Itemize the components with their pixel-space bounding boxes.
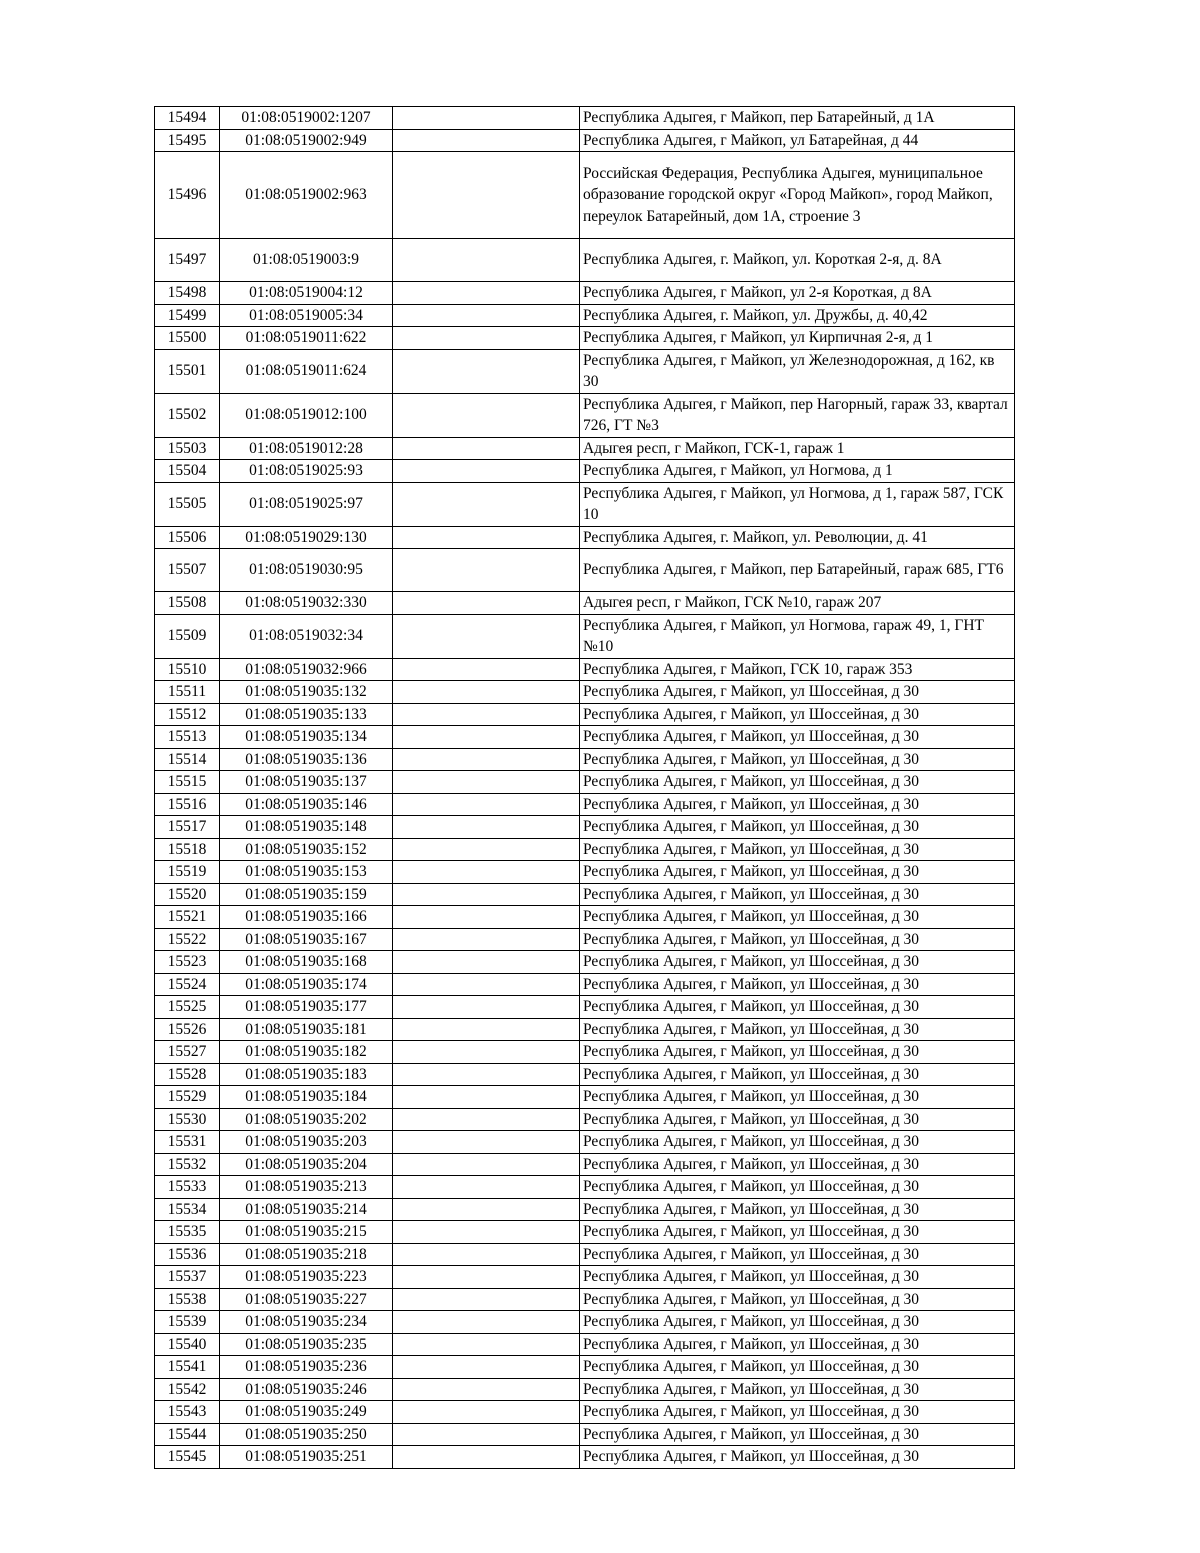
cadastral-number-cell: 01:08:0519035:235 xyxy=(220,1333,393,1356)
table-row xyxy=(155,928,1015,951)
empty-cell xyxy=(393,1401,580,1424)
cadastral-number-cell: 01:08:0519011:622 xyxy=(220,327,393,350)
empty-cell xyxy=(393,1041,580,1064)
table-row xyxy=(155,771,1015,794)
address-cell: Республика Адыгея, г Майкоп, ул Ногмова, д 1, гараж 587, ГСК 10 xyxy=(580,482,1015,526)
cadastral-number-cell: 01:08:0519035:153 xyxy=(220,861,393,884)
address-cell: Республика Адыгея, г Майкоп, ул Шоссейная, д 30 xyxy=(580,771,1015,794)
row-number-cell: 15521 xyxy=(155,906,220,929)
address-cell: Республика Адыгея, г Майкоп, ул Шоссейная, д 30 xyxy=(580,1198,1015,1221)
row-number-cell: 15528 xyxy=(155,1063,220,1086)
row-number-cell: 15503 xyxy=(155,437,220,460)
address-cell: Республика Адыгея, г Майкоп, ул Шоссейная, д 30 xyxy=(580,816,1015,839)
empty-cell xyxy=(393,239,580,282)
cadastral-number-cell: 01:08:0519035:168 xyxy=(220,951,393,974)
cadastral-number-cell: 01:08:0519035:159 xyxy=(220,883,393,906)
empty-cell xyxy=(393,816,580,839)
table-body xyxy=(155,107,1015,1469)
table-row xyxy=(155,107,1015,130)
cadastral-number-cell: 01:08:0519002:963 xyxy=(220,152,393,239)
row-number-cell: 15502 xyxy=(155,393,220,437)
empty-cell xyxy=(393,996,580,1019)
address-cell: Республика Адыгея, г Майкоп, ул Шоссейная, д 30 xyxy=(580,1356,1015,1379)
cadastral-number-cell: 01:08:0519005:34 xyxy=(220,304,393,327)
address-cell: Республика Адыгея, г Майкоп, ул Шоссейная, д 30 xyxy=(580,1378,1015,1401)
address-cell: Республика Адыгея, г. Майкоп, ул. Революции, д. 41 xyxy=(580,526,1015,549)
row-number-cell: 15495 xyxy=(155,129,220,152)
address-cell: Республика Адыгея, г Майкоп, ул Шоссейная, д 30 xyxy=(580,1108,1015,1131)
empty-cell xyxy=(393,838,580,861)
cadastral-number-cell: 01:08:0519035:136 xyxy=(220,748,393,771)
empty-cell xyxy=(393,1423,580,1446)
row-number-cell: 15523 xyxy=(155,951,220,974)
address-cell: Республика Адыгея, г Майкоп, ул Шоссейная, д 30 xyxy=(580,1018,1015,1041)
cadastral-number-cell: 01:08:0519035:166 xyxy=(220,906,393,929)
row-number-cell: 15512 xyxy=(155,703,220,726)
cadastral-number-cell: 01:08:0519035:246 xyxy=(220,1378,393,1401)
row-number-cell: 15525 xyxy=(155,996,220,1019)
row-number-cell: 15497 xyxy=(155,239,220,282)
table-row xyxy=(155,349,1015,393)
cadastral-number-cell: 01:08:0519030:95 xyxy=(220,549,393,592)
cadastral-number-cell: 01:08:0519035:223 xyxy=(220,1266,393,1289)
address-cell: Республика Адыгея, г Майкоп, ГСК 10, гараж 353 xyxy=(580,658,1015,681)
row-number-cell: 15509 xyxy=(155,614,220,658)
empty-cell xyxy=(393,129,580,152)
cadastral-number-cell: 01:08:0519035:134 xyxy=(220,726,393,749)
table-row xyxy=(155,996,1015,1019)
address-cell: Республика Адыгея, г Майкоп, ул Шоссейная, д 30 xyxy=(580,996,1015,1019)
empty-cell xyxy=(393,928,580,951)
cadastral-number-cell: 01:08:0519035:203 xyxy=(220,1131,393,1154)
address-cell: Республика Адыгея, г Майкоп, ул Шоссейная, д 30 xyxy=(580,883,1015,906)
address-cell: Республика Адыгея, г Майкоп, ул Шоссейная, д 30 xyxy=(580,1063,1015,1086)
table-row xyxy=(155,460,1015,483)
table-row xyxy=(155,1176,1015,1199)
cadastral-number-cell: 01:08:0519032:34 xyxy=(220,614,393,658)
cadastral-number-cell: 01:08:0519004:12 xyxy=(220,282,393,305)
table-row xyxy=(155,1356,1015,1379)
cadastral-number-cell: 01:08:0519035:251 xyxy=(220,1446,393,1469)
address-cell: Республика Адыгея, г Майкоп, ул Кирпичная 2-я, д 1 xyxy=(580,327,1015,350)
empty-cell xyxy=(393,549,580,592)
empty-cell xyxy=(393,771,580,794)
table-row xyxy=(155,282,1015,305)
row-number-cell: 15506 xyxy=(155,526,220,549)
cadastral-number-cell: 01:08:0519035:133 xyxy=(220,703,393,726)
empty-cell xyxy=(393,1086,580,1109)
table-row xyxy=(155,973,1015,996)
table-row xyxy=(155,1108,1015,1131)
row-number-cell: 15519 xyxy=(155,861,220,884)
cadastral-number-cell: 01:08:0519032:330 xyxy=(220,592,393,615)
row-number-cell: 15513 xyxy=(155,726,220,749)
cadastral-number-cell: 01:08:0519035:227 xyxy=(220,1288,393,1311)
address-cell: Республика Адыгея, г Майкоп, ул Шоссейная, д 30 xyxy=(580,1131,1015,1154)
empty-cell xyxy=(393,1378,580,1401)
row-number-cell: 15526 xyxy=(155,1018,220,1041)
address-cell: Республика Адыгея, г Майкоп, ул Шоссейная, д 30 xyxy=(580,1446,1015,1469)
address-cell: Республика Адыгея, г. Майкоп, ул. Дружбы, д. 40,42 xyxy=(580,304,1015,327)
table-row xyxy=(155,1041,1015,1064)
table-row xyxy=(155,748,1015,771)
table-row xyxy=(155,304,1015,327)
cadastral-number-cell: 01:08:0519035:148 xyxy=(220,816,393,839)
table-row xyxy=(155,1311,1015,1334)
row-number-cell: 15541 xyxy=(155,1356,220,1379)
empty-cell xyxy=(393,437,580,460)
property-table xyxy=(154,106,1015,1469)
row-number-cell: 15540 xyxy=(155,1333,220,1356)
cadastral-number-cell: 01:08:0519012:100 xyxy=(220,393,393,437)
address-cell: Республика Адыгея, г Майкоп, ул Шоссейная, д 30 xyxy=(580,1221,1015,1244)
table-row xyxy=(155,816,1015,839)
table-row xyxy=(155,1446,1015,1469)
address-cell: Республика Адыгея, г Майкоп, ул Шоссейная, д 30 xyxy=(580,951,1015,974)
cadastral-number-cell: 01:08:0519035:184 xyxy=(220,1086,393,1109)
row-number-cell: 15508 xyxy=(155,592,220,615)
empty-cell xyxy=(393,152,580,239)
empty-cell xyxy=(393,906,580,929)
table-row xyxy=(155,239,1015,282)
row-number-cell: 15545 xyxy=(155,1446,220,1469)
table-row xyxy=(155,129,1015,152)
row-number-cell: 15504 xyxy=(155,460,220,483)
address-cell: Республика Адыгея, г Майкоп, ул Шоссейная, д 30 xyxy=(580,1266,1015,1289)
table-row xyxy=(155,1243,1015,1266)
table-row xyxy=(155,703,1015,726)
empty-cell xyxy=(393,1176,580,1199)
address-cell: Республика Адыгея, г Майкоп, ул Шоссейная, д 30 xyxy=(580,1086,1015,1109)
address-cell: Республика Адыгея, г Майкоп, ул Шоссейная, д 30 xyxy=(580,1333,1015,1356)
table-row xyxy=(155,1266,1015,1289)
cadastral-number-cell: 01:08:0519035:218 xyxy=(220,1243,393,1266)
address-cell: Адыгея респ, г Майкоп, ГСК-1, гараж 1 xyxy=(580,437,1015,460)
cadastral-number-cell: 01:08:0519002:1207 xyxy=(220,107,393,130)
empty-cell xyxy=(393,1198,580,1221)
address-cell: Российская Федерация, Республика Адыгея, муниципальное образование городской округ «Город Майкоп», город Майкоп, переулок Батарейный, дом 1А, строение 3 xyxy=(580,152,1015,239)
cadastral-number-cell: 01:08:0519011:624 xyxy=(220,349,393,393)
cadastral-number-cell: 01:08:0519035:204 xyxy=(220,1153,393,1176)
empty-cell xyxy=(393,1446,580,1469)
address-cell: Республика Адыгея, г Майкоп, ул Шоссейная, д 30 xyxy=(580,861,1015,884)
table-row xyxy=(155,393,1015,437)
row-number-cell: 15498 xyxy=(155,282,220,305)
empty-cell xyxy=(393,393,580,437)
empty-cell xyxy=(393,282,580,305)
row-number-cell: 15499 xyxy=(155,304,220,327)
table-row xyxy=(155,1198,1015,1221)
cadastral-number-cell: 01:08:0519035:236 xyxy=(220,1356,393,1379)
table-row xyxy=(155,951,1015,974)
table-row xyxy=(155,152,1015,239)
row-number-cell: 15535 xyxy=(155,1221,220,1244)
cadastral-number-cell: 01:08:0519035:132 xyxy=(220,681,393,704)
address-cell: Республика Адыгея, г Майкоп, пер Батарейный, д 1А xyxy=(580,107,1015,130)
table-row xyxy=(155,437,1015,460)
table-row xyxy=(155,1378,1015,1401)
cadastral-number-cell: 01:08:0519035:167 xyxy=(220,928,393,951)
address-cell: Республика Адыгея, г Майкоп, ул Шоссейная, д 30 xyxy=(580,1401,1015,1424)
address-cell: Республика Адыгея, г. Майкоп, ул. Короткая 2-я, д. 8А xyxy=(580,239,1015,282)
row-number-cell: 15514 xyxy=(155,748,220,771)
cadastral-number-cell: 01:08:0519035:152 xyxy=(220,838,393,861)
row-number-cell: 15531 xyxy=(155,1131,220,1154)
address-cell: Республика Адыгея, г Майкоп, пер Батарейный, гараж 685, ГТ6 xyxy=(580,549,1015,592)
empty-cell xyxy=(393,1243,580,1266)
row-number-cell: 15494 xyxy=(155,107,220,130)
cadastral-number-cell: 01:08:0519035:250 xyxy=(220,1423,393,1446)
row-number-cell: 15507 xyxy=(155,549,220,592)
address-cell: Республика Адыгея, г Майкоп, пер Нагорный, гараж 33, квартал 726, ГТ №3 xyxy=(580,393,1015,437)
address-cell: Республика Адыгея, г Майкоп, ул Шоссейная, д 30 xyxy=(580,1423,1015,1446)
address-cell: Республика Адыгея, г Майкоп, ул Шоссейная, д 30 xyxy=(580,1176,1015,1199)
row-number-cell: 15511 xyxy=(155,681,220,704)
row-number-cell: 15539 xyxy=(155,1311,220,1334)
table-row xyxy=(155,726,1015,749)
row-number-cell: 15542 xyxy=(155,1378,220,1401)
row-number-cell: 15520 xyxy=(155,883,220,906)
address-cell: Республика Адыгея, г Майкоп, ул Шоссейная, д 30 xyxy=(580,681,1015,704)
row-number-cell: 15518 xyxy=(155,838,220,861)
address-cell: Республика Адыгея, г Майкоп, ул Шоссейная, д 30 xyxy=(580,906,1015,929)
cadastral-number-cell: 01:08:0519012:28 xyxy=(220,437,393,460)
empty-cell xyxy=(393,1333,580,1356)
row-number-cell: 15532 xyxy=(155,1153,220,1176)
address-cell: Республика Адыгея, г Майкоп, ул Шоссейная, д 30 xyxy=(580,928,1015,951)
cadastral-number-cell: 01:08:0519035:215 xyxy=(220,1221,393,1244)
address-cell: Республика Адыгея, г Майкоп, ул Шоссейная, д 30 xyxy=(580,726,1015,749)
empty-cell xyxy=(393,861,580,884)
empty-cell xyxy=(393,681,580,704)
address-cell: Республика Адыгея, г Майкоп, ул Железнодорожная, д 162, кв 30 xyxy=(580,349,1015,393)
empty-cell xyxy=(393,107,580,130)
empty-cell xyxy=(393,1221,580,1244)
empty-cell xyxy=(393,614,580,658)
address-cell: Республика Адыгея, г Майкоп, ул Шоссейная, д 30 xyxy=(580,973,1015,996)
cadastral-number-cell: 01:08:0519035:177 xyxy=(220,996,393,1019)
table-row xyxy=(155,1288,1015,1311)
address-cell: Республика Адыгея, г Майкоп, ул Ногмова, д 1 xyxy=(580,460,1015,483)
table-row xyxy=(155,906,1015,929)
cadastral-number-cell: 01:08:0519029:130 xyxy=(220,526,393,549)
table-row xyxy=(155,592,1015,615)
row-number-cell: 15536 xyxy=(155,1243,220,1266)
empty-cell xyxy=(393,349,580,393)
empty-cell xyxy=(393,951,580,974)
cadastral-number-cell: 01:08:0519032:966 xyxy=(220,658,393,681)
row-number-cell: 15510 xyxy=(155,658,220,681)
table-row xyxy=(155,681,1015,704)
row-number-cell: 15527 xyxy=(155,1041,220,1064)
address-cell: Республика Адыгея, г Майкоп, ул Шоссейная, д 30 xyxy=(580,1243,1015,1266)
empty-cell xyxy=(393,883,580,906)
empty-cell xyxy=(393,482,580,526)
empty-cell xyxy=(393,526,580,549)
table-row xyxy=(155,658,1015,681)
row-number-cell: 15505 xyxy=(155,482,220,526)
row-number-cell: 15517 xyxy=(155,816,220,839)
table-row xyxy=(155,861,1015,884)
empty-cell xyxy=(393,726,580,749)
table-row xyxy=(155,1333,1015,1356)
table-row xyxy=(155,526,1015,549)
table-row xyxy=(155,1131,1015,1154)
cadastral-number-cell: 01:08:0519035:137 xyxy=(220,771,393,794)
row-number-cell: 15538 xyxy=(155,1288,220,1311)
cadastral-number-cell: 01:08:0519035:234 xyxy=(220,1311,393,1334)
empty-cell xyxy=(393,1266,580,1289)
row-number-cell: 15515 xyxy=(155,771,220,794)
address-cell: Республика Адыгея, г Майкоп, ул Шоссейная, д 30 xyxy=(580,703,1015,726)
table-row xyxy=(155,549,1015,592)
empty-cell xyxy=(393,658,580,681)
address-cell: Республика Адыгея, г Майкоп, ул Шоссейная, д 30 xyxy=(580,1288,1015,1311)
row-number-cell: 15543 xyxy=(155,1401,220,1424)
empty-cell xyxy=(393,460,580,483)
row-number-cell: 15522 xyxy=(155,928,220,951)
cadastral-number-cell: 01:08:0519025:97 xyxy=(220,482,393,526)
row-number-cell: 15501 xyxy=(155,349,220,393)
row-number-cell: 15533 xyxy=(155,1176,220,1199)
empty-cell xyxy=(393,1311,580,1334)
row-number-cell: 15537 xyxy=(155,1266,220,1289)
cadastral-number-cell: 01:08:0519035:146 xyxy=(220,793,393,816)
cadastral-number-cell: 01:08:0519035:183 xyxy=(220,1063,393,1086)
cadastral-number-cell: 01:08:0519035:182 xyxy=(220,1041,393,1064)
cadastral-number-cell: 01:08:0519035:249 xyxy=(220,1401,393,1424)
table-row xyxy=(155,614,1015,658)
cadastral-number-cell: 01:08:0519035:181 xyxy=(220,1018,393,1041)
table-row xyxy=(155,1423,1015,1446)
table-row xyxy=(155,793,1015,816)
table-row xyxy=(155,482,1015,526)
row-number-cell: 15500 xyxy=(155,327,220,350)
cadastral-number-cell: 01:08:0519003:9 xyxy=(220,239,393,282)
row-number-cell: 15524 xyxy=(155,973,220,996)
cadastral-number-cell: 01:08:0519035:213 xyxy=(220,1176,393,1199)
cadastral-number-cell: 01:08:0519025:93 xyxy=(220,460,393,483)
row-number-cell: 15534 xyxy=(155,1198,220,1221)
address-cell: Республика Адыгея, г Майкоп, ул Шоссейная, д 30 xyxy=(580,1041,1015,1064)
empty-cell xyxy=(393,973,580,996)
empty-cell xyxy=(393,748,580,771)
table-row xyxy=(155,838,1015,861)
table-row xyxy=(155,883,1015,906)
row-number-cell: 15516 xyxy=(155,793,220,816)
cadastral-number-cell: 01:08:0519002:949 xyxy=(220,129,393,152)
row-number-cell: 15544 xyxy=(155,1423,220,1446)
address-cell: Адыгея респ, г Майкоп, ГСК №10, гараж 207 xyxy=(580,592,1015,615)
cadastral-number-cell: 01:08:0519035:214 xyxy=(220,1198,393,1221)
row-number-cell: 15529 xyxy=(155,1086,220,1109)
empty-cell xyxy=(393,304,580,327)
table-row xyxy=(155,1401,1015,1424)
address-cell: Республика Адыгея, г Майкоп, ул Батарейная, д 44 xyxy=(580,129,1015,152)
empty-cell xyxy=(393,327,580,350)
row-number-cell: 15496 xyxy=(155,152,220,239)
cadastral-number-cell: 01:08:0519035:174 xyxy=(220,973,393,996)
table-row xyxy=(155,1153,1015,1176)
empty-cell xyxy=(393,1018,580,1041)
table-row xyxy=(155,1086,1015,1109)
table-row xyxy=(155,1018,1015,1041)
address-cell: Республика Адыгея, г Майкоп, ул Шоссейная, д 30 xyxy=(580,748,1015,771)
table-row xyxy=(155,1063,1015,1086)
table-row xyxy=(155,1221,1015,1244)
address-cell: Республика Адыгея, г Майкоп, ул Шоссейная, д 30 xyxy=(580,793,1015,816)
empty-cell xyxy=(393,1063,580,1086)
address-cell: Республика Адыгея, г Майкоп, ул Шоссейная, д 30 xyxy=(580,1153,1015,1176)
address-cell: Республика Адыгея, г Майкоп, ул 2-я Короткая, д 8А xyxy=(580,282,1015,305)
row-number-cell: 15530 xyxy=(155,1108,220,1131)
cadastral-number-cell: 01:08:0519035:202 xyxy=(220,1108,393,1131)
address-cell: Республика Адыгея, г Майкоп, ул Ногмова, гараж 49, 1, ГНТ №10 xyxy=(580,614,1015,658)
empty-cell xyxy=(393,1356,580,1379)
empty-cell xyxy=(393,592,580,615)
empty-cell xyxy=(393,1131,580,1154)
table-row xyxy=(155,327,1015,350)
empty-cell xyxy=(393,1108,580,1131)
address-cell: Республика Адыгея, г Майкоп, ул Шоссейная, д 30 xyxy=(580,838,1015,861)
empty-cell xyxy=(393,1153,580,1176)
empty-cell xyxy=(393,793,580,816)
address-cell: Республика Адыгея, г Майкоп, ул Шоссейная, д 30 xyxy=(580,1311,1015,1334)
empty-cell xyxy=(393,1288,580,1311)
empty-cell xyxy=(393,703,580,726)
